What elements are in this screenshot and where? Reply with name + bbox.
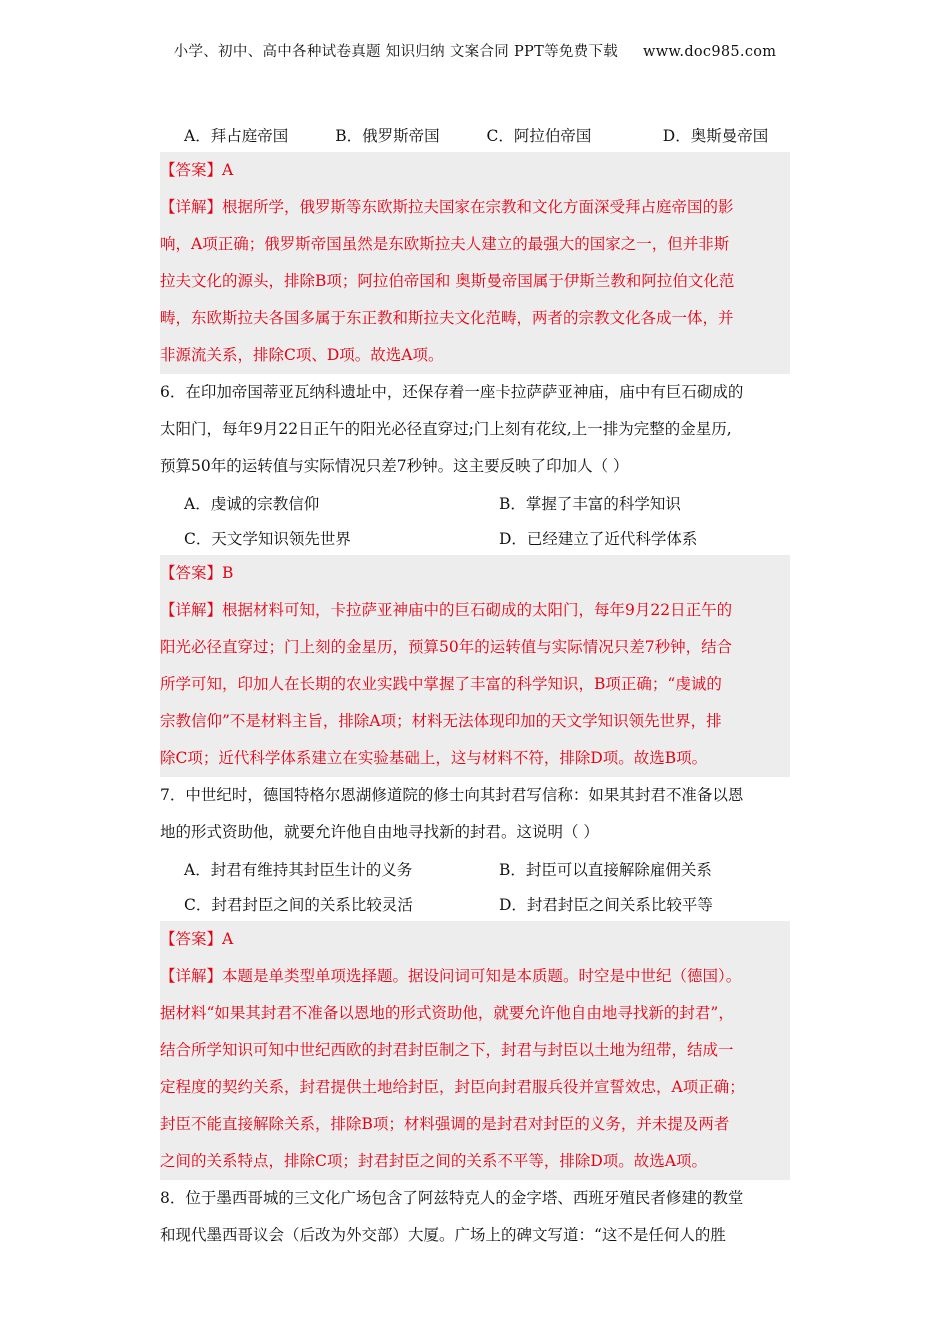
option-a: A．封君有维持其封臣生计的义务 bbox=[184, 860, 413, 879]
q6-stem bbox=[160, 374, 790, 485]
q6-options-row1 bbox=[160, 485, 790, 520]
detail-line: 【详解】根据材料可知，卡拉萨亚神庙中的巨石砌成的太阳门，每年9月22日正午的 bbox=[160, 601, 733, 619]
q8-stem bbox=[160, 1180, 790, 1254]
q7-answer-block bbox=[160, 921, 790, 1180]
detail-line: 畴，东欧斯拉夫各国多属于东正教和斯拉夫文化范畴，两者的宗教文化各成一体，并 bbox=[160, 309, 734, 327]
option-c: C．天文学知识领先世界 bbox=[184, 529, 351, 548]
answer-label: 【答案】A bbox=[160, 930, 234, 948]
option-c: C．阿拉伯帝国 bbox=[486, 127, 592, 145]
option-c: C．封君封臣之间的关系比较灵活 bbox=[184, 895, 413, 914]
option-a: A．拜占庭帝国 bbox=[184, 127, 289, 145]
detail-line: 响，A项正确；俄罗斯帝国虽然是东欧斯拉夫人建立的最强大的国家之一，但并非斯 bbox=[160, 235, 730, 253]
q6-answer-block bbox=[160, 555, 790, 777]
stem-line: 和现代墨西哥议会（后改为外交部）大厦。广场上的碑文写道：“这不是任何人的胜 bbox=[160, 1226, 726, 1244]
detail-line: 【详解】根据所学，俄罗斯等东欧斯拉夫国家在宗教和文化方面深受拜占庭帝国的影 bbox=[160, 198, 734, 216]
stem-line: 7．中世纪时，德国特格尔恩湖修道院的修士向其封君写信称：如果其封君不准备以恩 bbox=[160, 786, 744, 804]
detail-line: 据材料“如果其封君不准备以恩地的形式资助他，就要允许他自由地寻找新的封君”， bbox=[160, 1004, 734, 1022]
q5-options bbox=[160, 118, 790, 152]
detail-line: 定程度的契约关系，封君提供土地给封臣，封臣向封君服兵役并宣誓效忠，A项正确； bbox=[160, 1078, 745, 1096]
detail-line: 阳光必径直穿过；门上刻的金星历，预算50年的运转值与实际情况只差7秒钟，结合 bbox=[160, 638, 733, 656]
q7-stem bbox=[160, 777, 790, 851]
detail-line: 之间的关系特点，排除C项；封君封臣之间的关系不平等，排除D项。故选A项。 bbox=[160, 1152, 707, 1170]
document-body bbox=[160, 118, 790, 1254]
detail-line: 所学可知，印加人在长期的农业实践中掌握了丰富的科学知识，B项正确；“虔诚的 bbox=[160, 675, 722, 693]
stem-line: 地的形式资助他，就要允许他自由地寻找新的封君。这说明（ ） bbox=[160, 823, 599, 841]
detail-line: 结合所学知识可知中世纪西欧的封君封臣制之下，封君与封臣以土地为纽带，结成一 bbox=[160, 1041, 734, 1059]
stem-line: 太阳门，每年9月22日正午的阳光必径直穿过;门上刻有花纹,上一排为完整的金星历, bbox=[160, 420, 732, 438]
option-d: D．已经建立了近代科学体系 bbox=[499, 529, 698, 548]
option-d: D．封君封臣之间关系比较平等 bbox=[499, 895, 713, 914]
detail-line: 宗教信仰”不是材料主旨，排除A项；材料无法体现印加的天文学知识领先世界，排 bbox=[160, 712, 722, 730]
detail-line: 封臣不能直接解除关系，排除B项；材料强调的是封君对封臣的义务，并未提及两者 bbox=[160, 1115, 730, 1133]
stem-line: 8．位于墨西哥城的三文化广场包含了阿兹特克人的金字塔、西班牙殖民者修建的教堂 bbox=[160, 1189, 744, 1207]
q7-options-row2 bbox=[160, 886, 790, 921]
detail-line: 拉夫文化的源头，排除B项；阿拉伯帝国和 奥斯曼帝国属于伊斯兰教和阿拉伯文化范 bbox=[160, 272, 735, 290]
option-b: B．俄罗斯帝国 bbox=[335, 127, 440, 145]
option-b: B．掌握了丰富的科学知识 bbox=[499, 494, 681, 513]
page-header bbox=[0, 40, 950, 61]
q6-options-row2 bbox=[160, 520, 790, 555]
header-text: 小学、初中、高中各种试卷真题 知识归纳 文案合同 PPT等免费下载 bbox=[173, 44, 619, 60]
q7-options-row1 bbox=[160, 851, 790, 886]
option-a: A．虔诚的宗教信仰 bbox=[184, 494, 320, 513]
stem-line: 6．在印加帝国蒂亚瓦纳科遗址中，还保存着一座卡拉萨萨亚神庙，庙中有巨石砌成的 bbox=[160, 383, 744, 401]
option-d: D．奥斯曼帝国 bbox=[662, 127, 769, 145]
detail-line: 【详解】本题是单类型单项选择题。据设问词可知是本质题。时空是中世纪（德国）。 bbox=[160, 967, 742, 985]
stem-line: 预算50年的运转值与实际情况只差7秒钟。这主要反映了印加人（ ） bbox=[160, 457, 629, 475]
answer-label: 【答案】B bbox=[160, 564, 234, 582]
detail-line: 非源流关系，排除C项、D项。故选A项。 bbox=[160, 346, 444, 364]
q5-answer-block bbox=[160, 152, 790, 374]
header-url[interactable]: www.doc985.com bbox=[643, 44, 777, 60]
answer-label: 【答案】A bbox=[160, 161, 234, 179]
option-b: B．封臣可以直接解除雇佣关系 bbox=[499, 860, 712, 879]
detail-line: 除C项；近代科学体系建立在实验基础上，这与材料不符，排除D项。故选B项。 bbox=[160, 749, 708, 767]
